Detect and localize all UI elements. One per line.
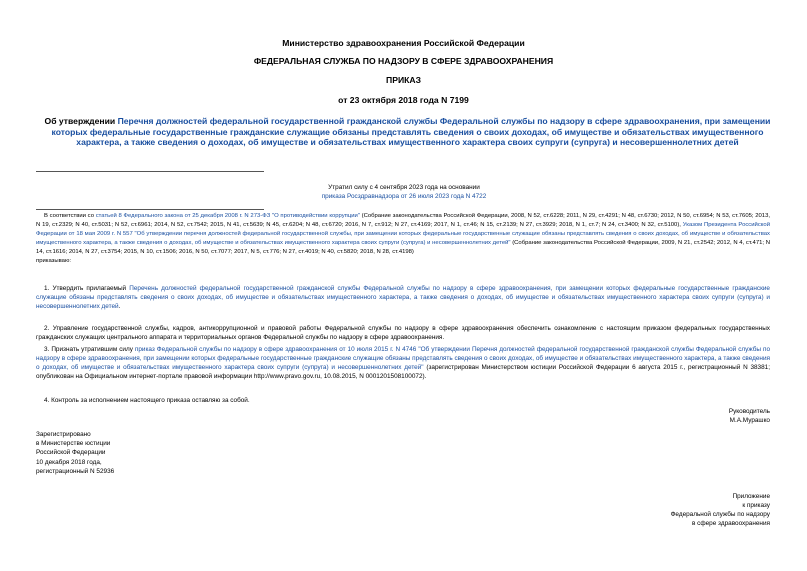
appendix-block	[671, 492, 770, 528]
divider	[36, 209, 264, 210]
document-date-number: от 23 октября 2018 года N 7199	[338, 95, 469, 105]
item-3	[36, 345, 770, 381]
item-text: .	[118, 303, 121, 311]
service-name: ФЕДЕРАЛЬНАЯ СЛУЖБА ПО НАДЗОРУ В СФЕРЕ ЗДРАВООХРАНЕНИЯ	[253, 56, 554, 66]
signature-position: Руководитель	[728, 408, 770, 415]
item-2	[36, 324, 770, 342]
preamble-part: В соответствии со	[44, 213, 96, 219]
decree-link[interactable]: Указом Президента Российской Федерации от 18 мая 2009 г. N 557 "Об утверждении перечня должностей федеральной государственной службы, при замещении которых федеральные государственные служащие обязаны представлять сведения о своих доходах, об имуществе и обязательствах имущественного характера, а также сведения о доходах, об имуществе и обязательствах имущественного характера своих супруги (супруга) и несовершеннолетних детей"	[36, 221, 770, 246]
appendix-line: к приказу	[742, 502, 770, 509]
order-word: приказываю:	[36, 257, 72, 264]
title-link[interactable]: Перечня должностей федеральной государственной гражданской службы Федеральной службы по надзору в сфере здравоохранения, при замещении которых федеральные государственные гражданские служащие обязаны представлять сведения о своих доходах, об имуществе и обязательствах имущественного характера, а также сведения о доходах, об имуществе и обязательствах имущественного характера своих супруги (супруга) и несовершеннолетних детей	[51, 116, 771, 147]
preamble-part: (Собрание законодательства Российской Федерации, 2008, N 52, ст.6228; 2011, N 29, ст.4291; N 48, ст.6730; 2012, N 50, ст.6954; N 53, ст.7605; 2013, N 19, ст.2329; N 40, ст.5031; N 52, ст.6961; 2014, N 52, ст.7542; 2015, N 41, ст.5639; N 45, ст.6204; N 48, ст.6720; 2016, N 7, ст.912; N 27, ст.4169; 2017, N 1, ст.46; N 15, ст.2139; N 27, ст.3929; 2018, N 1, ст.7; N 24, ст.3400; N 32, ст.5100),	[36, 213, 770, 228]
ministry-name: Министерство здравоохранения Российской Федерации	[282, 38, 525, 48]
registration-line: регистрационный N 52936	[36, 467, 115, 475]
registration-block	[36, 430, 114, 476]
preamble	[36, 212, 770, 265]
item-text: 1. Утвердить прилагаемый	[44, 285, 130, 292]
lost-force-line: Утратил силу с 4 сентября 2023 года на основании	[328, 184, 480, 191]
signature-block	[729, 407, 770, 425]
item-2-text: 2. Управление государственной службы, кадров, антикоррупционной и правовой работы Федеральной службы по надзору в сфере здравоохранения обеспечить ознакомление с настоящим приказом федеральных государственных гражданских служащих центрального аппарата и территориальных органов Федеральной службы по надзору в сфере здравоохранения.	[36, 325, 770, 342]
registration-line: 10 декабря 2018 года,	[36, 458, 102, 466]
title-prefix: Об утверждении	[44, 116, 118, 126]
item-1-text	[36, 284, 770, 311]
registration-line: в Министерстве юстиции	[36, 440, 111, 448]
law-link[interactable]: статьей 8 Федерального закона от 25 декабря 2008 г. N 273-ФЗ "О противодействии коррупции"	[95, 213, 360, 219]
registration-line: Зарегистрировано	[36, 431, 91, 438]
lost-force-note	[248, 184, 560, 201]
preamble-part: (Собрание законодательства Российской Федерации, 2009, N 21, ст.2542; 2012, N 4, ст.471; N 14, ст.1616; 2014, N 27, ст.3754; 2015, N 10, ст.1506; 2016, N 50, ст.7077; 2017, N 5, ст.776; N 27, ст.4019; N 40, ст.5820; 2018, N 28, ст.4198)	[36, 239, 770, 255]
item-1	[36, 284, 770, 311]
document-title	[30, 116, 785, 148]
appendix-line: в сфере здравоохранения	[692, 520, 770, 527]
registration-line: Российской Федерации	[36, 449, 106, 457]
appendix-line: Федеральной службы по надзору	[670, 511, 770, 518]
lost-force-link[interactable]: приказа Росздравнадзора от 26 июля 2023 года N 4722	[321, 192, 487, 200]
preamble-text	[36, 212, 770, 257]
list-link[interactable]: Перечень должностей федеральной государственной гражданской службы Федеральной службы по надзору в сфере здравоохранения, при замещении которых федеральные государственные гражданские служащие обязаны представлять сведения о своих доходах, об имуществе и обязательствах имущественного характера, а также сведения о доходах, об имуществе и обязательствах имущественного характера своих супруги (супруга) и несовершеннолетних детей	[36, 285, 770, 311]
signature-name: М.А.Мурашко	[729, 417, 770, 424]
document-type: ПРИКАЗ	[386, 75, 421, 85]
item-3-text	[36, 345, 770, 381]
item-4	[36, 396, 770, 405]
item-text: (зарегистрирован Министерством юстиции Российской Федерации 6 августа 2015 г., регистрационный N 38381; опубликован на Официальном интернет-портале правовой информации http://www.pravo.gov.ru, 10.08.2015, N 0001201508100072).	[36, 364, 770, 381]
repealed-order-link[interactable]: приказ Федеральной службы по надзору в сфере здравоохранения от 10 июля 2015 г. N 4746 "Об утверждении Перечня должностей федеральной государственной гражданской службы Федеральной службы по надзору в сфере здравоохранения, при замещении которых федеральные государственные гражданские служащие обязаны представлять сведения о своих доходах, об имуществе и обязательствах имущественного характера, а также сведения о доходах, об имуществе и обязательствах имущественного характера своих супруги (супруга) и несовершеннолетних детей"	[36, 346, 770, 372]
divider	[36, 171, 264, 172]
appendix-line: Приложение	[732, 493, 770, 500]
item-text: 3. Признать утратившим силу	[44, 346, 135, 353]
item-4-text: 4. Контроль за исполнением настоящего приказа оставляю за собой.	[44, 397, 250, 404]
